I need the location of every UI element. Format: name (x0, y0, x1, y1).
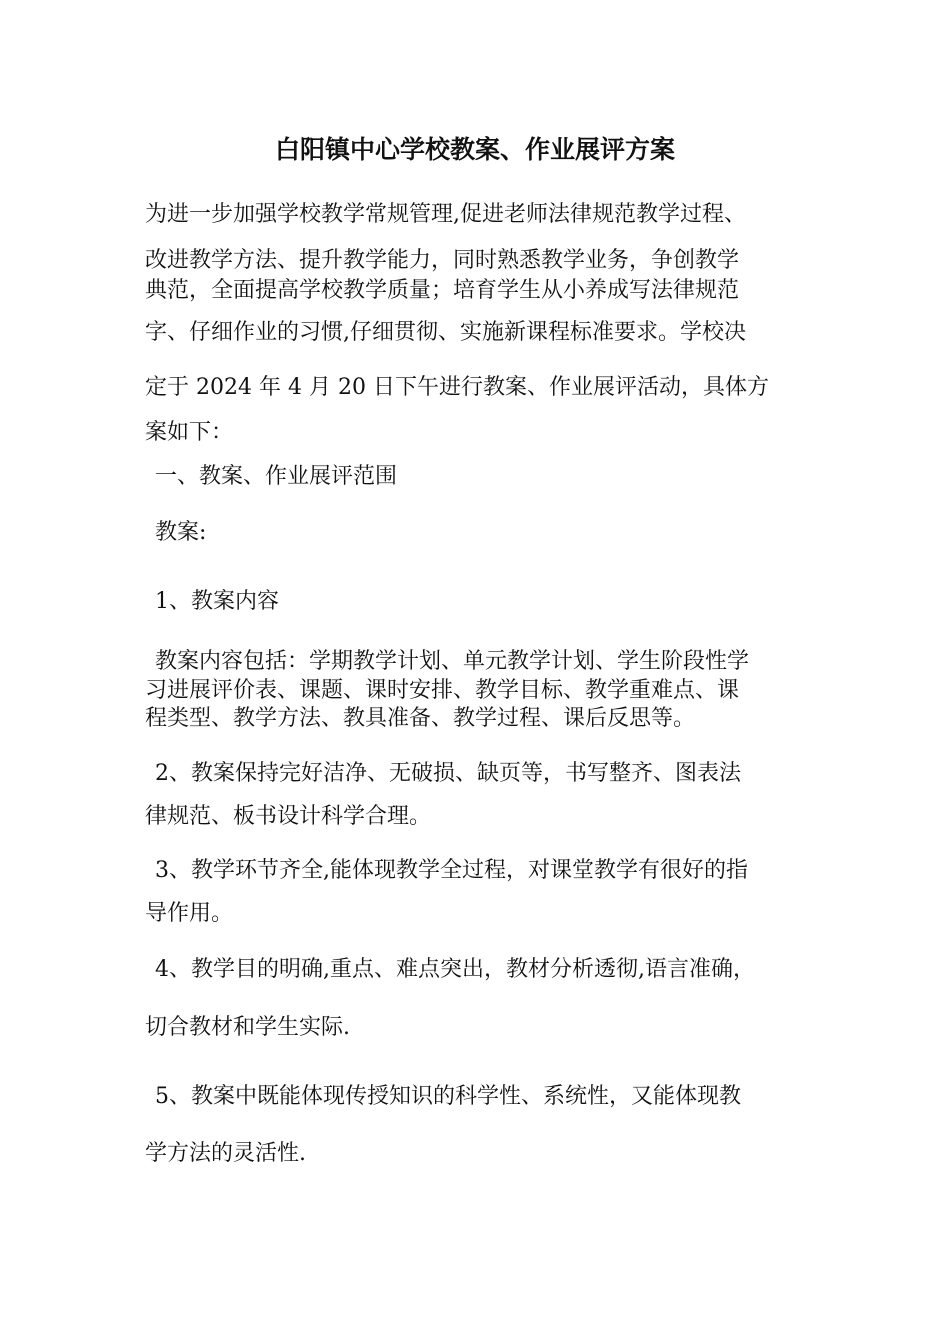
item-1-heading: 1、教案内容 (155, 589, 279, 614)
item-2-line-2: 律规范、板书设计科学合理。 (145, 804, 432, 829)
item-5-line-2: 学方法的灵活性. (145, 1141, 306, 1166)
item-5-line-1: 5、教案中既能体现传授知识的科学性、系统性，又能体现教 (155, 1084, 741, 1109)
intro-line-3: 典范，全面提高学校教学质量；培育学生从小养成写法律规范 (145, 278, 740, 303)
item-3-line-2: 导作用。 (145, 901, 234, 926)
intro-line-6: 案如下： (145, 420, 234, 445)
intro-line-5: 定于 2024 年 4 月 20 日下午进行教案、作业展评活动，具体方 (145, 375, 769, 400)
intro-line-1: 为进一步加强学校教学常规管理,促进老师法律规范教学过程、 (145, 202, 746, 227)
intro-line-2: 改进教学方法、提升教学能力，同时熟悉教学业务，争创教学 (145, 248, 740, 273)
item-3-line-1: 3、教学环节齐全,能体现教学全过程，对课堂教学有很好的指 (155, 858, 748, 883)
intro-line-4: 字、仔细作业的习惯,仔细贯彻、实施新课程标准要求。学校决 (145, 320, 746, 345)
item-1-body-line-2: 习进展评价表、课题、课时安排、教学目标、教学重难点、课 (145, 678, 740, 703)
item-2-line-1: 2、教案保持完好洁净、无破损、缺页等，书写整齐、图表法 (155, 761, 741, 786)
item-4-line-2: 切合教材和学生实际. (145, 1015, 350, 1040)
jiaoan-label: 教案: (155, 520, 207, 545)
item-1-body-line-3: 程类型、教学方法、教具准备、教学过程、课后反思等。 (145, 706, 696, 731)
item-1-body-line-1: 教案内容包括：学期教学计划、单元教学计划、学生阶段性学 (155, 649, 750, 674)
document-title: 白阳镇中心学校教案、作业展评方案 (274, 135, 675, 164)
section-heading-scope: 一、教案、作业展评范围 (155, 464, 398, 489)
item-4-line-1: 4、教学目的明确,重点、难点突出，教材分析透彻,语言准确， (155, 957, 755, 982)
